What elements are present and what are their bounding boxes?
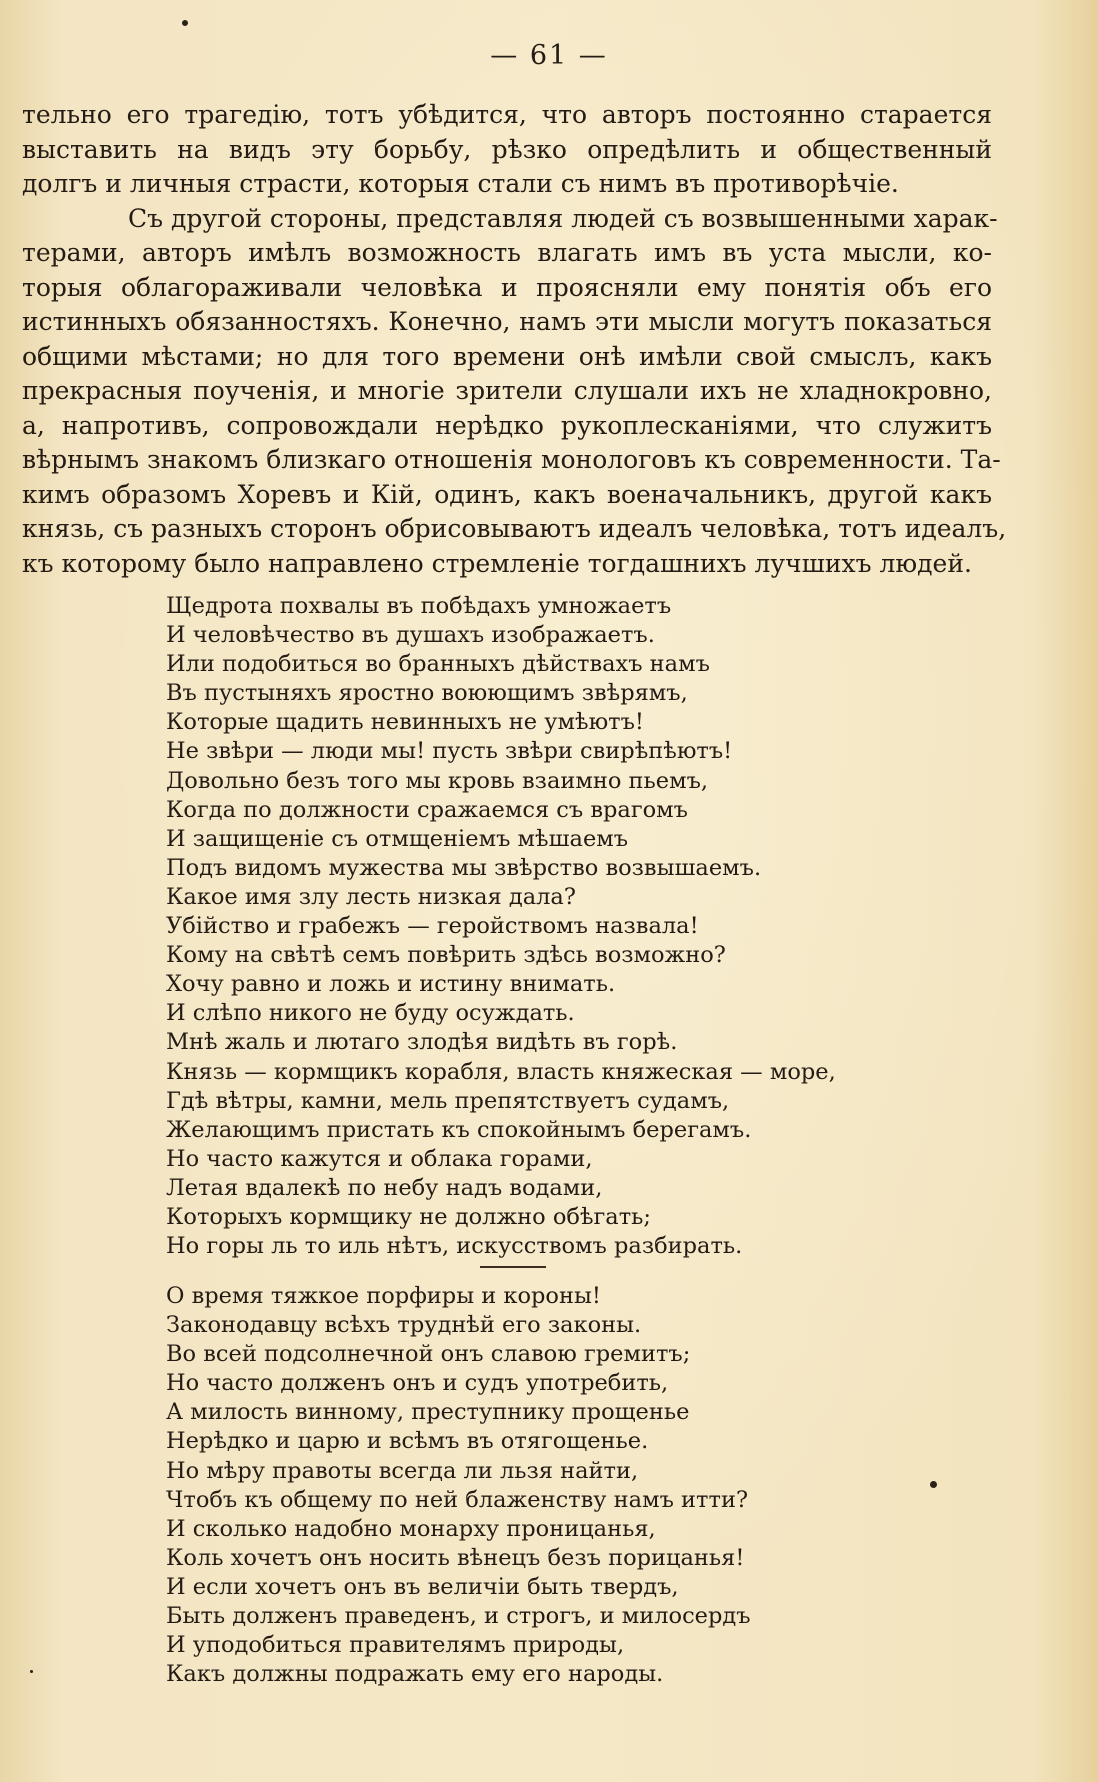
text-line: князь, съ разныхъ сторонъ обрисовываютъ идеалъ человѣка, тотъ идеалъ, [22,514,1007,543]
verse-line: Или подобиться во бранныхъ дѣйствахъ намъ [166,651,710,678]
prose-text [22,98,1007,581]
verse-line: Хочу равно и ложь и истину внимать. [166,971,616,998]
verse-line: Не звѣри — люди мы! пусть звѣри свирѣпѣютъ! [166,738,733,765]
verse-line: Какое имя злу лесть низкая дала? [166,883,576,910]
verse-line: Коль хочетъ онъ носить вѣнецъ безъ порицанья! [166,1544,745,1571]
verse-line: Убійство и грабежъ — геройствомъ назвала! [166,913,699,940]
verse-line: Во всей подсолнечной онъ славою гремитъ; [166,1341,691,1368]
section-divider [480,1266,546,1268]
verse-line: О время тяжкое порфиры и короны! [166,1283,601,1309]
text-line: торыя облагораживали человѣка и проясняли ему понятія объ его [22,272,992,302]
text-line: истинныхъ обязанностяхъ. Конечно, намъ эти мысли могутъ показаться [22,307,992,336]
text-line: выставить на видъ эту борьбу, рѣзко опредѣлить и общественный [22,134,992,164]
text-line: Съ другой стороны, представляя людей съ возвышенными харак- [128,203,998,233]
verse-line: А милость винному, преступнику прощенье [166,1399,690,1426]
text-line: прекрасныя поученія, и многіе зрители слушали ихъ не хладнокровно, [22,376,992,405]
verse-line: И сколько надобно монарху проницанья, [166,1515,656,1542]
verse-line: Мнѣ жаль и лютаго злодѣя видѣть въ горѣ. [166,1029,678,1056]
verse-line: Въ пустыняхъ яростно воюющимъ звѣрямъ, [166,680,688,707]
verse-line: Князь — кормщикъ корабля, власть княжеская — море, [166,1058,836,1085]
text-line: а, напротивъ, сопровождали нерѣдко рукоплесканіями, что служитъ [22,410,992,440]
verse-line: Довольно безъ того мы кровь взаимно пьемъ, [166,767,709,794]
page-number: — 61 — [490,40,608,71]
verse-line: Но мѣру правоты всегда ли льзя найти, [166,1457,639,1484]
paragraph-continued-end [22,167,992,202]
verse-line: Которыхъ кормщику не должно обѣгать; [166,1203,651,1230]
verse-line: И защищеніе съ отмщеніемъ мѣшаемъ [166,825,629,852]
paragraph-continued [22,98,992,167]
ink-speck [930,1481,937,1488]
paragraph-end [22,547,992,582]
text-line: къ которому было направлено стремленіе тогдашнихъ лучшихъ людей. [22,548,972,578]
verse-line: И если хочетъ онъ въ величіи быть твердъ, [166,1573,679,1600]
verse-line: Желающимъ пристать къ спокойнымъ берегамъ. [166,1116,752,1143]
verse-line: Гдѣ вѣтры, камни, мель препятствуетъ судамъ, [166,1087,730,1114]
verse-line: Кому на свѣтѣ семъ повѣрить здѣсь возможно? [166,942,726,969]
ink-speck [182,20,188,26]
text-line: общими мѣстами; но для того времени онѣ имѣли свой смыслъ, какъ [22,341,992,371]
verse-line: Когда по должности сражаемся съ врагомъ [166,796,688,823]
verse-line: Летая вдалекѣ по небу надъ водами, [166,1174,603,1201]
paragraph [22,202,998,237]
verse-line: И уподобиться правителямъ природы, [166,1632,625,1659]
verse-line: Но горы ль то иль нѣтъ, искусствомъ разбирать. [166,1233,743,1260]
verse-line: Нерѣдко и царю и всѣмъ въ отягощенье. [166,1428,649,1455]
verse-line: Быть долженъ праведенъ, и строгъ, и милосердъ [166,1603,751,1630]
verse-line: Но часто кажутся и облака горами, [166,1145,593,1172]
text-line: вѣрнымъ знакомъ близкаго отношенія монологовъ къ современности. Та- [22,445,1001,474]
verse-line: Которые щадить невинныхъ не умѣютъ! [166,709,644,736]
ink-speck [30,1670,33,1673]
verse-line: Но часто долженъ онъ и судъ употребить, [166,1370,669,1397]
verse-line: Щедрота похвалы въ побѣдахъ умножаетъ [166,593,672,619]
paragraph-body [22,236,1007,547]
verse-line: И человѣчество въ душахъ изображаетъ. [166,622,655,649]
verse-line: Какъ должны подражать ему его народы. [166,1661,664,1688]
verse-line: Подъ видомъ мужества мы звѣрство возвышаемъ. [166,854,762,881]
verse-line: И слѣпо никого не буду осуждать. [166,1000,575,1027]
text-line: кимъ образомъ Хоревъ и Кій, одинъ, какъ военачальникъ, другой какъ [22,479,992,509]
text-line: долгъ и личныя страсти, которыя стали съ нимъ въ противорѣчіе. [22,169,899,198]
text-line: терами, авторъ имѣлъ возможность влагать имъ въ уста мысли, ко- [22,238,992,267]
text-line: тельно его трагедію, тотъ убѣдится, что авторъ постоянно старается [22,100,992,129]
verse-line: Законодавцу всѣхъ труднѣй его законы. [166,1312,642,1339]
verse-line: Чтобъ къ общему по ней блаженству намъ итти? [166,1486,749,1513]
verse-quotation-2 [166,1282,751,1689]
verse-quotation-1 [166,592,836,1261]
